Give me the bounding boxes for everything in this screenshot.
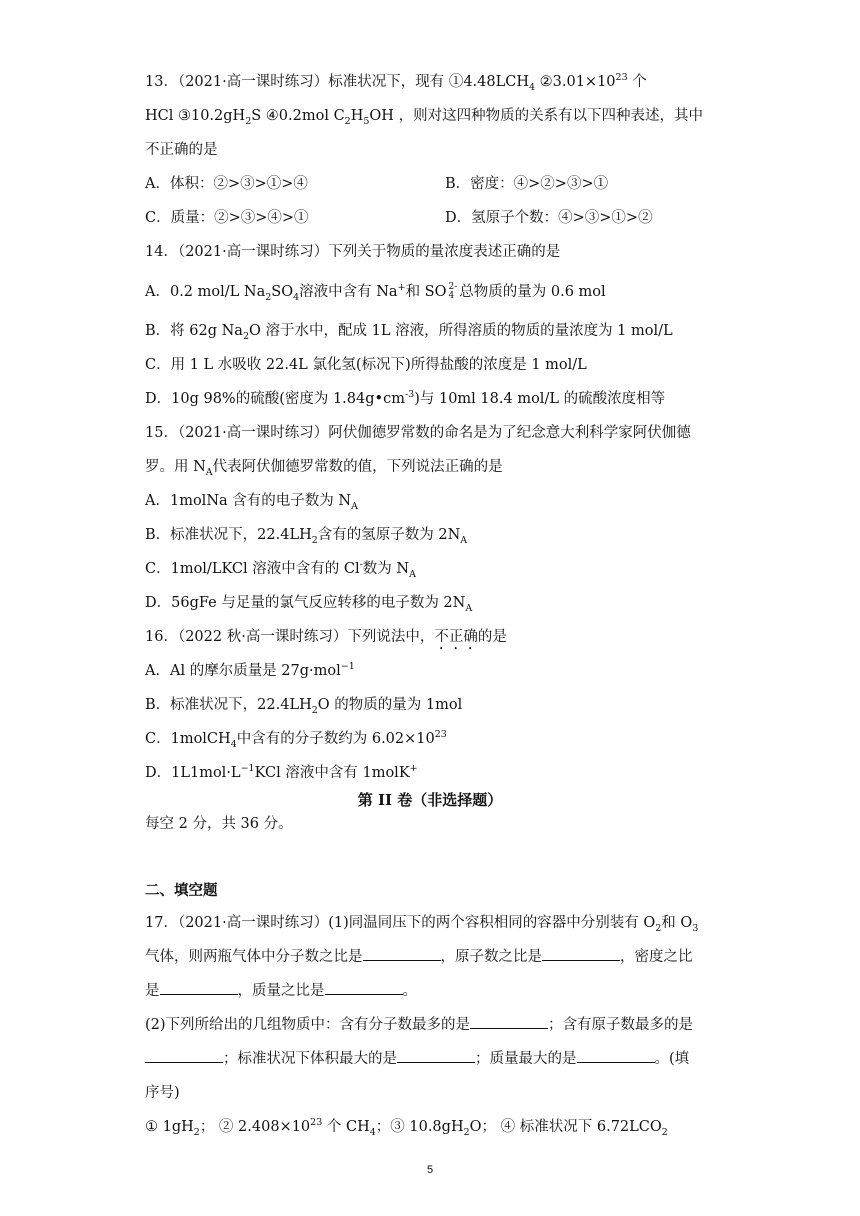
q16-stem: 16．（2022 秋·高一课时练习）下列说法中，不正确的是 bbox=[145, 629, 507, 645]
q15-line1: 15．（2021·高一课时练习）阿伏伽德罗常数的命名是为了纪念意大利科学家阿伏伽德 bbox=[145, 425, 691, 441]
q15-option-c: C．1mol/LKCl 溶液中含有的 Cl-数为 $N_A$ bbox=[145, 559, 416, 580]
q15-option-a: A．1molNa 含有的电子数为 $N_A$ bbox=[145, 493, 358, 512]
part2-note: 每空 2 分，共 36 分。 bbox=[145, 816, 293, 832]
q17-line2: 气体，则两瓶气体中分子数之比是 ，原子数之比是 ，密度之比 bbox=[145, 946, 693, 968]
q13-option-c: C．质量：②>③>④>① bbox=[145, 210, 309, 226]
q17-line3: 是 ，质量之比是 。 bbox=[145, 980, 417, 1002]
q15-option-b: B．标准状况下，$22.4LH_2$含有的氢原子数为 $2N_A$ bbox=[145, 527, 468, 546]
emphasis-dotted-text: 不正确 bbox=[434, 629, 478, 645]
q15-line2: 罗。用 $N_A$代表阿伏伽德罗常数的值，下列说法正确的是 bbox=[145, 459, 503, 478]
q13-option-b: B．密度：④>②>③>① bbox=[445, 176, 609, 192]
q14-option-c: C．用 1 L 水吸收 22.4L 氯化氢(标况下)所得盐酸的浓度是 1 mol/L bbox=[145, 357, 587, 373]
answer-blank[interactable] bbox=[160, 980, 238, 995]
answer-blank[interactable] bbox=[577, 1048, 655, 1063]
q17-line1: 17．（2021·高一课时练习）(1)同温同压下的两个容积相同的容器中分别装有 $O_2$和 $O_3$ bbox=[145, 915, 699, 934]
answer-blank[interactable] bbox=[397, 1048, 475, 1063]
answer-blank[interactable] bbox=[145, 1048, 223, 1063]
q13-option-d: D．氢原子个数：④>③>①>② bbox=[445, 210, 653, 226]
q17-line7: ① $1gH_2$； ② $2.408\times 10^{23}$ 个 $CH_4$；③ $10.8gH_2O$； ④ 标准状况下 $6.72LCO_2$ bbox=[145, 1117, 668, 1138]
part2-title: 第 II 卷（非选择题） bbox=[357, 791, 503, 809]
q17-line4: (2)下列所给出的几组物质中：含有分子数最多的是 ；含有原子数最多的是 bbox=[145, 1014, 693, 1036]
q16-option-d: D．$1L1mol\cdot L^{-1}KCl$ 溶液中含有 1molK+ bbox=[145, 763, 418, 781]
answer-blank[interactable] bbox=[470, 1014, 548, 1029]
page-number: 5 bbox=[426, 1164, 434, 1176]
answer-blank[interactable] bbox=[542, 946, 620, 961]
q14-stem: 14．（2021·高一课时练习）下列关于物质的量浓度表述正确的是 bbox=[145, 244, 561, 260]
q16-option-a: A．Al 的摩尔质量是 27g·mol$^{-1}$ bbox=[145, 661, 355, 679]
q14-option-b: B．将 62g $Na_2O$ 溶于水中，配成 1L 溶液，所得溶质的物质的量浓度为 1 mol/L bbox=[145, 323, 673, 342]
q13-option-a: A．体积：②>③>①>④ bbox=[145, 176, 308, 192]
q17-line5: ；标准状况下体积最大的是 ；质量最大的是 。(填 bbox=[145, 1048, 689, 1070]
q13-line3: 不正确的是 bbox=[145, 142, 218, 158]
answer-blank[interactable] bbox=[325, 980, 403, 995]
q14-option-d: D．10g 98%的硫酸(密度为 $1.84g•cm^{-3}$)与 10ml 18.4 mol/L 的硫酸浓度相等 bbox=[145, 389, 666, 407]
section-heading: 二、填空题 bbox=[145, 882, 218, 899]
answer-blank[interactable] bbox=[363, 946, 441, 961]
q16-option-b: B．标准状况下，$22.4LH_2O$ 的物质的量为 1mol bbox=[145, 697, 463, 716]
q15-option-d: D．56gFe 与足量的氯气反应转移的电子数为 $2N_A$ bbox=[145, 595, 473, 614]
q13-line2: HCl $③10.2gH_2S$ ④0.2mol $C_2H_5OH$ ，则对这四种物质的关系有以下四种表述，其中 bbox=[145, 108, 704, 127]
q13-line1: 13．（2021·高一课时练习）标准状况下，现有 $①4.48LCH_4$ $②3.01\times 10^{23}$ 个 bbox=[145, 72, 647, 93]
q16-option-c: C．1molCH$_4$中含有的分子数约为 $6.02\times 10^{23}$ bbox=[145, 729, 447, 750]
q17-line6: 序号) bbox=[145, 1085, 180, 1101]
q14-option-a: A．0.2 mol/L $Na_2SO_4$溶液中含有 Na+和 SO 2- 4 总物质的量为 0.6 mol bbox=[145, 282, 606, 303]
